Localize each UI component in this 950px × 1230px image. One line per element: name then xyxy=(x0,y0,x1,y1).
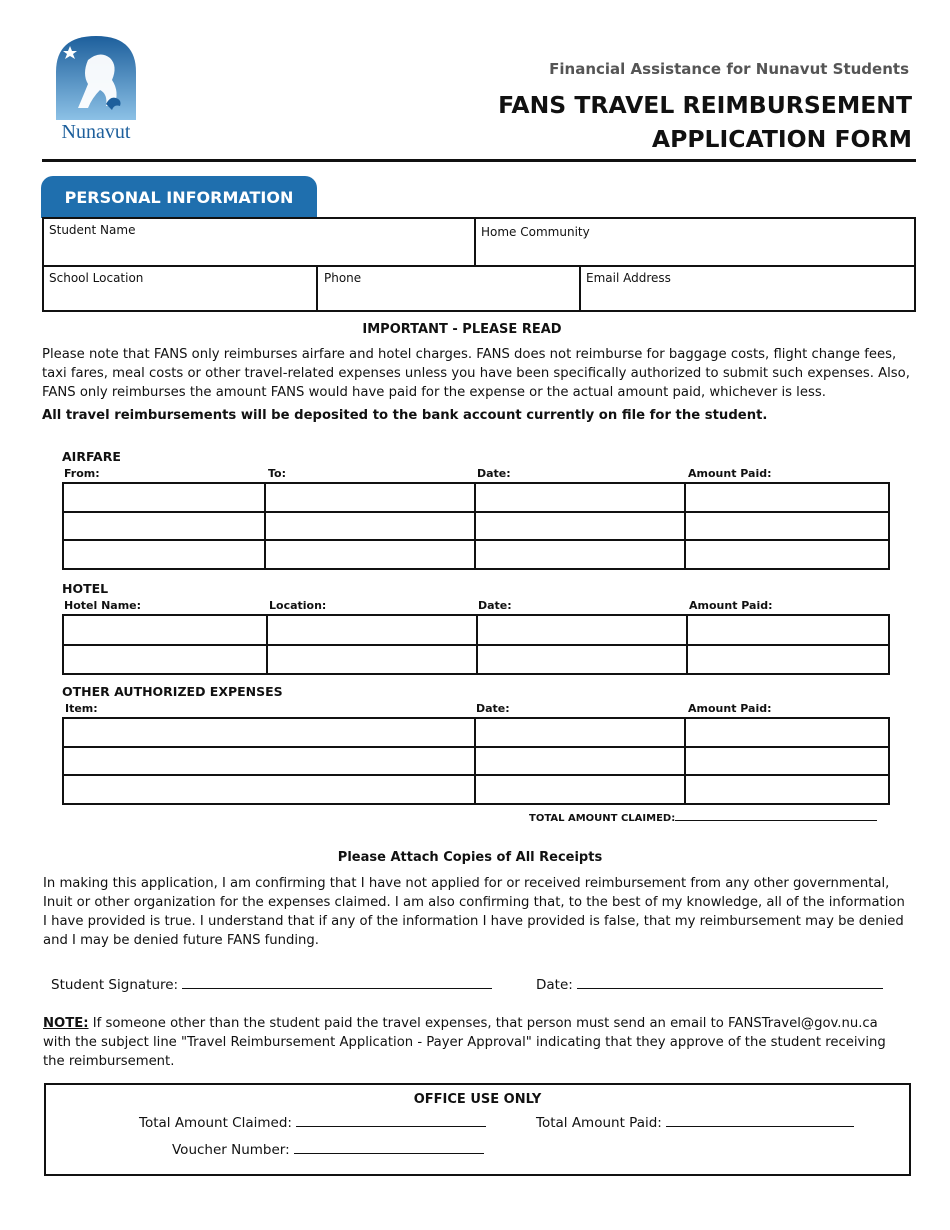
airfare-date-cell[interactable] xyxy=(475,540,685,569)
other-col-amount: Amount Paid: xyxy=(688,702,772,715)
title-line-1: FANS TRAVEL REIMBURSEMENT xyxy=(498,91,912,119)
header-divider xyxy=(42,159,916,162)
table-row xyxy=(63,615,889,645)
deposit-note: All travel reimbursements will be deposited to the bank account currently on file for the student. xyxy=(42,408,768,423)
student-name-label: Student Name xyxy=(49,223,136,237)
other-amount-cell[interactable] xyxy=(685,718,889,747)
table-row xyxy=(63,540,889,569)
hotel-name-cell[interactable] xyxy=(63,615,267,645)
personal-information-tab: PERSONAL INFORMATION xyxy=(41,176,317,218)
airfare-amount-cell[interactable] xyxy=(685,540,889,569)
organization-name: Financial Assistance for Nunavut Students xyxy=(549,60,909,78)
email-field[interactable] xyxy=(581,267,914,310)
other-col-date: Date: xyxy=(476,702,510,715)
table-row xyxy=(63,645,889,675)
office-use-box xyxy=(44,1083,911,1176)
other-col-item: Item: xyxy=(65,702,98,715)
student-signature-line[interactable] xyxy=(182,988,492,989)
other-item-cell[interactable] xyxy=(63,775,475,804)
table-row xyxy=(63,775,889,804)
important-heading: IMPORTANT - PLEASE READ xyxy=(362,322,562,337)
student-name-field[interactable] xyxy=(44,219,476,266)
airfare-amount-cell[interactable] xyxy=(685,483,889,512)
table-row xyxy=(63,483,889,512)
airfare-heading: AIRFARE xyxy=(62,449,121,464)
table-row xyxy=(63,747,889,776)
airfare-from-cell[interactable] xyxy=(63,540,265,569)
other-expenses-heading: OTHER AUTHORIZED EXPENSES xyxy=(62,684,283,699)
airfare-date-cell[interactable] xyxy=(475,483,685,512)
divider xyxy=(474,219,476,266)
school-location-label: School Location xyxy=(49,271,144,285)
hotel-date-cell[interactable] xyxy=(477,615,687,645)
office-total-paid-label: Total Amount Paid: xyxy=(536,1115,662,1131)
title-line-2: APPLICATION FORM xyxy=(651,125,912,153)
school-location-field[interactable] xyxy=(44,267,317,310)
voucher-number-label: Voucher Number: xyxy=(172,1142,290,1158)
office-total-claimed-line[interactable] xyxy=(296,1126,486,1127)
polar-bear-emblem-icon xyxy=(48,32,144,144)
student-signature-label: Student Signature: xyxy=(51,977,179,993)
hotel-location-cell[interactable] xyxy=(267,645,477,675)
airfare-col-amount: Amount Paid: xyxy=(688,467,772,480)
form-title xyxy=(498,88,912,156)
office-total-claimed-field xyxy=(139,1115,486,1131)
nunavut-logo xyxy=(48,32,144,144)
airfare-to-cell[interactable] xyxy=(265,483,475,512)
airfare-table xyxy=(62,482,890,570)
important-paragraph: Please note that FANS only reimburses airfare and hotel charges. FANS does not reimburse for baggage costs, flight change fees, taxi fares, meal costs or other travel-related expenses unless you have been specifically authorized to submit such expenses. Also, FANS only reimburses the amount FANS would have paid for the expense or the actual amount paid, whichever is less. xyxy=(42,347,910,400)
hotel-col-amount: Amount Paid: xyxy=(689,599,773,612)
personal-information-box xyxy=(42,217,916,312)
hotel-name-cell[interactable] xyxy=(63,645,267,675)
other-date-cell[interactable] xyxy=(475,718,685,747)
hotel-heading: HOTEL xyxy=(62,581,109,596)
airfare-date-cell[interactable] xyxy=(475,512,685,541)
payer-note xyxy=(43,1014,905,1071)
voucher-number-field xyxy=(172,1142,484,1158)
other-item-cell[interactable] xyxy=(63,718,475,747)
note-label: NOTE: xyxy=(43,1016,89,1031)
airfare-to-cell[interactable] xyxy=(265,512,475,541)
home-community-label: Home Community xyxy=(481,225,590,239)
hotel-location-cell[interactable] xyxy=(267,615,477,645)
voucher-number-line[interactable] xyxy=(294,1153,484,1154)
other-amount-cell[interactable] xyxy=(685,775,889,804)
airfare-col-date: Date: xyxy=(477,467,511,480)
email-label: Email Address xyxy=(586,271,671,285)
office-use-heading: OFFICE USE ONLY xyxy=(413,1092,542,1107)
office-total-paid-line[interactable] xyxy=(666,1126,854,1127)
hotel-date-cell[interactable] xyxy=(477,645,687,675)
svg-text:Nunavut: Nunavut xyxy=(61,121,131,143)
office-total-claimed-label: Total Amount Claimed: xyxy=(139,1115,292,1131)
divider xyxy=(316,266,318,312)
phone-label: Phone xyxy=(324,271,362,285)
other-expenses-table xyxy=(62,717,890,805)
home-community-field[interactable] xyxy=(476,221,914,266)
signature-date-field xyxy=(536,977,883,993)
airfare-to-cell[interactable] xyxy=(265,540,475,569)
total-amount-claimed xyxy=(529,813,877,824)
hotel-col-location: Location: xyxy=(269,599,327,612)
note-text: If someone other than the student paid the travel expenses, that person must send an email to FANSTravel@gov.nu.ca with the subject line "Travel Reimbursement Application - Payer Approval" indicating that they approve of the student receiving the reimbursement. xyxy=(43,1016,886,1069)
student-signature-field xyxy=(51,977,492,993)
airfare-col-to: To: xyxy=(268,467,286,480)
other-item-cell[interactable] xyxy=(63,747,475,776)
other-date-cell[interactable] xyxy=(475,747,685,776)
table-row xyxy=(63,718,889,747)
hotel-amount-cell[interactable] xyxy=(687,615,889,645)
airfare-from-cell[interactable] xyxy=(63,512,265,541)
office-total-paid-field xyxy=(536,1115,854,1131)
signature-date-label: Date: xyxy=(536,977,573,993)
table-row xyxy=(63,512,889,541)
phone-field[interactable] xyxy=(319,267,581,310)
airfare-amount-cell[interactable] xyxy=(685,512,889,541)
receipts-heading: Please Attach Copies of All Receipts xyxy=(337,850,603,865)
hotel-amount-cell[interactable] xyxy=(687,645,889,675)
hotel-col-date: Date: xyxy=(478,599,512,612)
total-amount-claimed-label: TOTAL AMOUNT CLAIMED: xyxy=(529,813,676,824)
hotel-table xyxy=(62,614,890,675)
airfare-col-from: From: xyxy=(64,467,100,480)
divider xyxy=(579,266,581,312)
other-amount-cell[interactable] xyxy=(685,747,889,776)
declaration-paragraph: In making this application, I am confirming that I have not applied for or received reimbursement from any other governmental, Inuit or other organization for the expenses claimed. I am also confirming that, to the best of my knowledge, all of the information I have provided is true. I understand that if any of the information I have provided is false, that my reimbursement may be denied and I may be denied future FANS funding. xyxy=(43,876,905,948)
total-amount-claimed-line[interactable] xyxy=(675,820,877,821)
signature-date-line[interactable] xyxy=(577,988,883,989)
hotel-col-name: Hotel Name: xyxy=(64,599,142,612)
airfare-from-cell[interactable] xyxy=(63,483,265,512)
other-date-cell[interactable] xyxy=(475,775,685,804)
